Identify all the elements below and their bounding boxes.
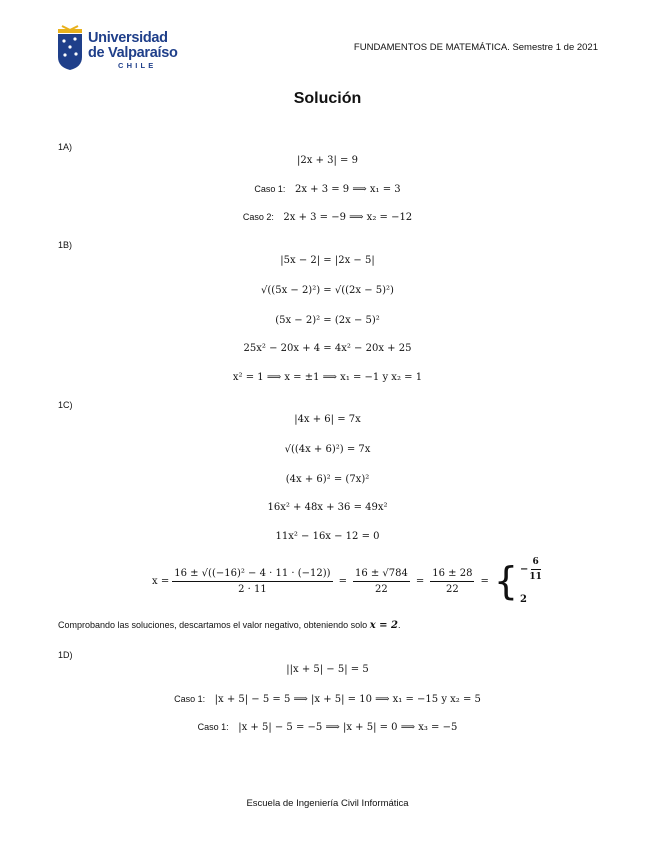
eq-1b-4: 25x² − 20x + 4 = 4x² − 20x + 25: [243, 343, 412, 354]
eq-1d-2: [0, 694, 655, 705]
eq-1d-2-body: |x + 5| − 5 = 5 ⟹ |x + 5| = 10 ⟹ x₁ = −15 y x₂ = 5: [214, 694, 481, 705]
eq-1c-3: (4x + 6)² = (7x)²: [285, 474, 370, 485]
eq-1d-3: [0, 722, 655, 733]
eq-1b-2: √((5x − 2)²) = √((2x − 5)²): [261, 285, 394, 296]
eq-1c-2: √((4x + 6)²) = 7x: [284, 444, 371, 455]
case-label: Caso 2:: [242, 212, 274, 222]
eq-1a-2: [0, 184, 655, 195]
eq-1c-5: 11x² − 16x − 12 = 0: [275, 531, 380, 542]
label-1d: 1D): [58, 650, 73, 660]
logo-line-3: CHILE: [118, 61, 157, 70]
fraction-3-den: 22: [445, 583, 459, 595]
fraction-1-num: 16 ± √((−16)² − 4 · 11 · (−12)): [172, 568, 332, 582]
equals-sign: =: [338, 575, 347, 587]
case-1-sign: −: [520, 564, 529, 575]
eq-1d-1: ||x + 5| − 5| = 5: [286, 664, 369, 675]
eq-1d-3-body: |x + 5| − 5 = −5 ⟹ |x + 5| = 0 ⟹ x₃ = −5: [238, 722, 458, 733]
course-header: FUNDAMENTOS DE MATEMÁTICA. Semestre 1 de 2021: [353, 42, 598, 53]
label-1c: 1C): [58, 400, 73, 410]
page-title: Solución: [293, 90, 362, 107]
case-1-den: 11: [529, 572, 542, 582]
eq-1c-4: 16x² + 48x + 36 = 49x²: [267, 502, 388, 513]
logo-line-1: Universidad: [88, 30, 168, 46]
university-logo: [56, 25, 178, 75]
eq-1b-3: (5x − 2)² = (2x − 5)²: [275, 315, 380, 326]
solution-cases: [520, 557, 543, 605]
logo-line-2: de Valparaíso: [88, 45, 178, 61]
fraction-1: [172, 568, 332, 595]
eq-1b-5: x² = 1 ⟹ x = ±1 ⟹ x₁ = −1 y x₂ = 1: [232, 372, 423, 383]
case-label: Caso 1:: [254, 184, 286, 194]
fraction-3-num: 16 ± 28: [430, 568, 474, 582]
equals-sign: =: [415, 575, 425, 587]
conclusion-value: x = 2: [369, 620, 398, 631]
eq-1c-1: |4x + 6| = 7x: [294, 414, 361, 425]
fraction-3: [430, 568, 474, 595]
label-1b: 1B): [58, 240, 73, 250]
eq-1a-2-body: 2x + 3 = 9 ⟹ x₁ = 3: [294, 184, 401, 195]
fraction-2-den: 22: [375, 583, 388, 595]
eq-1a-3: [0, 212, 655, 223]
case-label: Caso 1:: [197, 722, 229, 732]
brace-icon: {: [493, 559, 519, 603]
case-2: 2: [520, 594, 527, 605]
fraction-2-num: 16 ± √784: [353, 568, 410, 582]
case-1-fraction: [529, 557, 542, 582]
equals-sign: =: [480, 575, 489, 587]
quadratic-formula: [0, 555, 655, 607]
case-1-num: 6: [531, 557, 541, 570]
page-footer: Escuela de Ingeniería Civil Informática: [246, 798, 409, 809]
eq-1b-1: |5x − 2| = |2x − 5|: [280, 255, 375, 266]
case-label: Caso 1:: [174, 694, 206, 704]
conclusion-text: Comprobando las soluciones, descartamos el valor negativo, obteniendo solo: [58, 620, 370, 630]
fraction-2: [353, 568, 410, 595]
case-1: [520, 557, 543, 582]
label-1a: 1A): [58, 142, 73, 152]
fraction-1-den: 2 · 11: [238, 583, 267, 595]
crest-icon: [56, 25, 84, 71]
eq-1a-1: |2x + 3| = 9: [297, 155, 358, 166]
eq-1a-3-body: 2x + 3 = −9 ⟹ x₂ = −12: [283, 212, 413, 223]
formula-lhs: x =: [152, 575, 170, 587]
conclusion-paragraph: Comprobando las soluciones, descartamos el valor negativo, obteniendo solo x = 2.: [58, 620, 401, 631]
